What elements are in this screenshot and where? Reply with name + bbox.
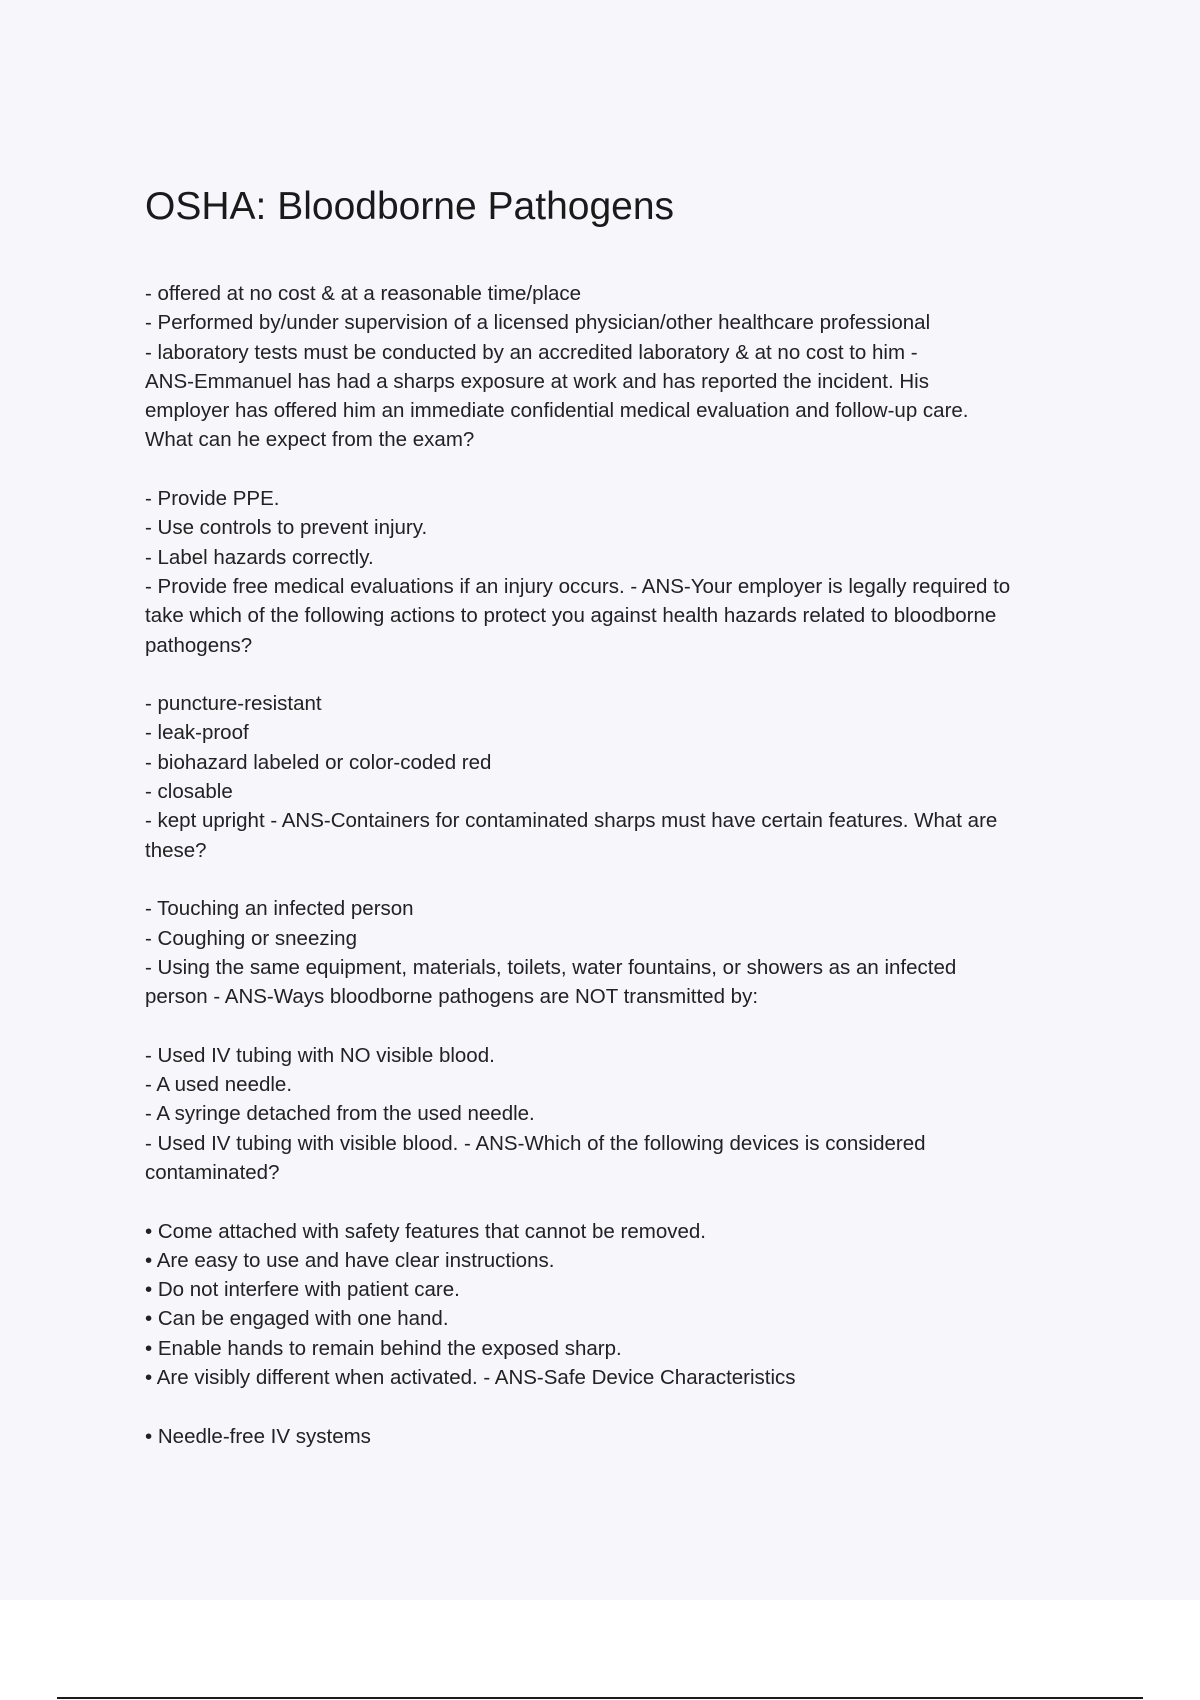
text-line: - A used needle. — [145, 1073, 293, 1097]
text-line: • Can be engaged with one hand. — [145, 1307, 449, 1331]
text-line: contaminated? — [145, 1160, 280, 1184]
document-body — [145, 279, 1095, 1480]
text-line: • Come attached with safety features that cannot be removed. — [145, 1219, 706, 1243]
text-line: • Needle-free IV systems — [145, 1424, 371, 1448]
text-line: take which of the following actions to protect you against health hazards related to bloodborne — [145, 604, 997, 628]
text-line: - Provide PPE. — [145, 487, 280, 511]
text-line: - laboratory tests must be conducted by an accredited laboratory & at no cost to him - — [145, 340, 918, 364]
text-line: - closable — [145, 780, 233, 804]
document-title: OSHA: Bloodborne Pathogens — [145, 185, 675, 228]
text-line: - Used IV tubing with visible blood. - ANS-Which of the following devices is considered — [145, 1131, 926, 1155]
text-line: • Are visibly different when activated. - ANS-Safe Device Characteristics — [145, 1365, 796, 1389]
qa-block-not-transmitted — [145, 894, 1095, 1011]
text-line: - Performed by/under supervision of a licensed physician/other healthcare professional — [145, 311, 931, 335]
text-line: ANS-Emmanuel has had a sharps exposure at work and has reported the incident. His — [145, 369, 929, 393]
text-line: • Are easy to use and have clear instructions. — [145, 1248, 555, 1272]
text-line: - Used IV tubing with NO visible blood. — [145, 1043, 495, 1067]
text-line: What can he expect from the exam? — [145, 428, 475, 452]
text-line: - Touching an infected person — [145, 897, 414, 921]
text-line: - A syringe detached from the used needle. — [145, 1102, 535, 1126]
qa-block-safe-device-characteristics — [145, 1217, 1095, 1393]
qa-block-exam-expectations — [145, 279, 1095, 455]
qa-block-needle-free — [145, 1422, 1095, 1451]
qa-block-contaminated-devices — [145, 1041, 1095, 1187]
text-line: - Provide free medical evaluations if an injury occurs. - ANS-Your employer is legally required to — [145, 574, 1011, 598]
text-line: - Label hazards correctly. — [145, 545, 374, 569]
text-line: - biohazard labeled or color-coded red — [145, 750, 492, 774]
text-line: - puncture-resistant — [145, 692, 322, 716]
text-line: pathogens? — [145, 633, 253, 657]
text-line: these? — [145, 838, 207, 862]
text-line: - Using the same equipment, materials, toilets, water fountains, or showers as an infected — [145, 955, 957, 979]
text-line: employer has offered him an immediate confidential medical evaluation and follow-up care. — [145, 399, 969, 423]
text-line: • Enable hands to remain behind the exposed sharp. — [145, 1336, 622, 1360]
text-line: - offered at no cost & at a reasonable time/place — [145, 282, 582, 305]
text-line: - Coughing or sneezing — [145, 926, 357, 950]
text-line: person - ANS-Ways bloodborne pathogens are NOT transmitted by: — [145, 985, 759, 1009]
text-line: • Do not interfere with patient care. — [145, 1278, 460, 1302]
footer-divider — [57, 1697, 1143, 1699]
qa-block-sharps-containers — [145, 689, 1095, 865]
text-line: - Use controls to prevent injury. — [145, 516, 428, 540]
text-line: - leak-proof — [145, 721, 249, 745]
text-line: - kept upright - ANS-Containers for contaminated sharps must have certain features. What are — [145, 809, 998, 833]
qa-block-employer-actions — [145, 484, 1095, 660]
